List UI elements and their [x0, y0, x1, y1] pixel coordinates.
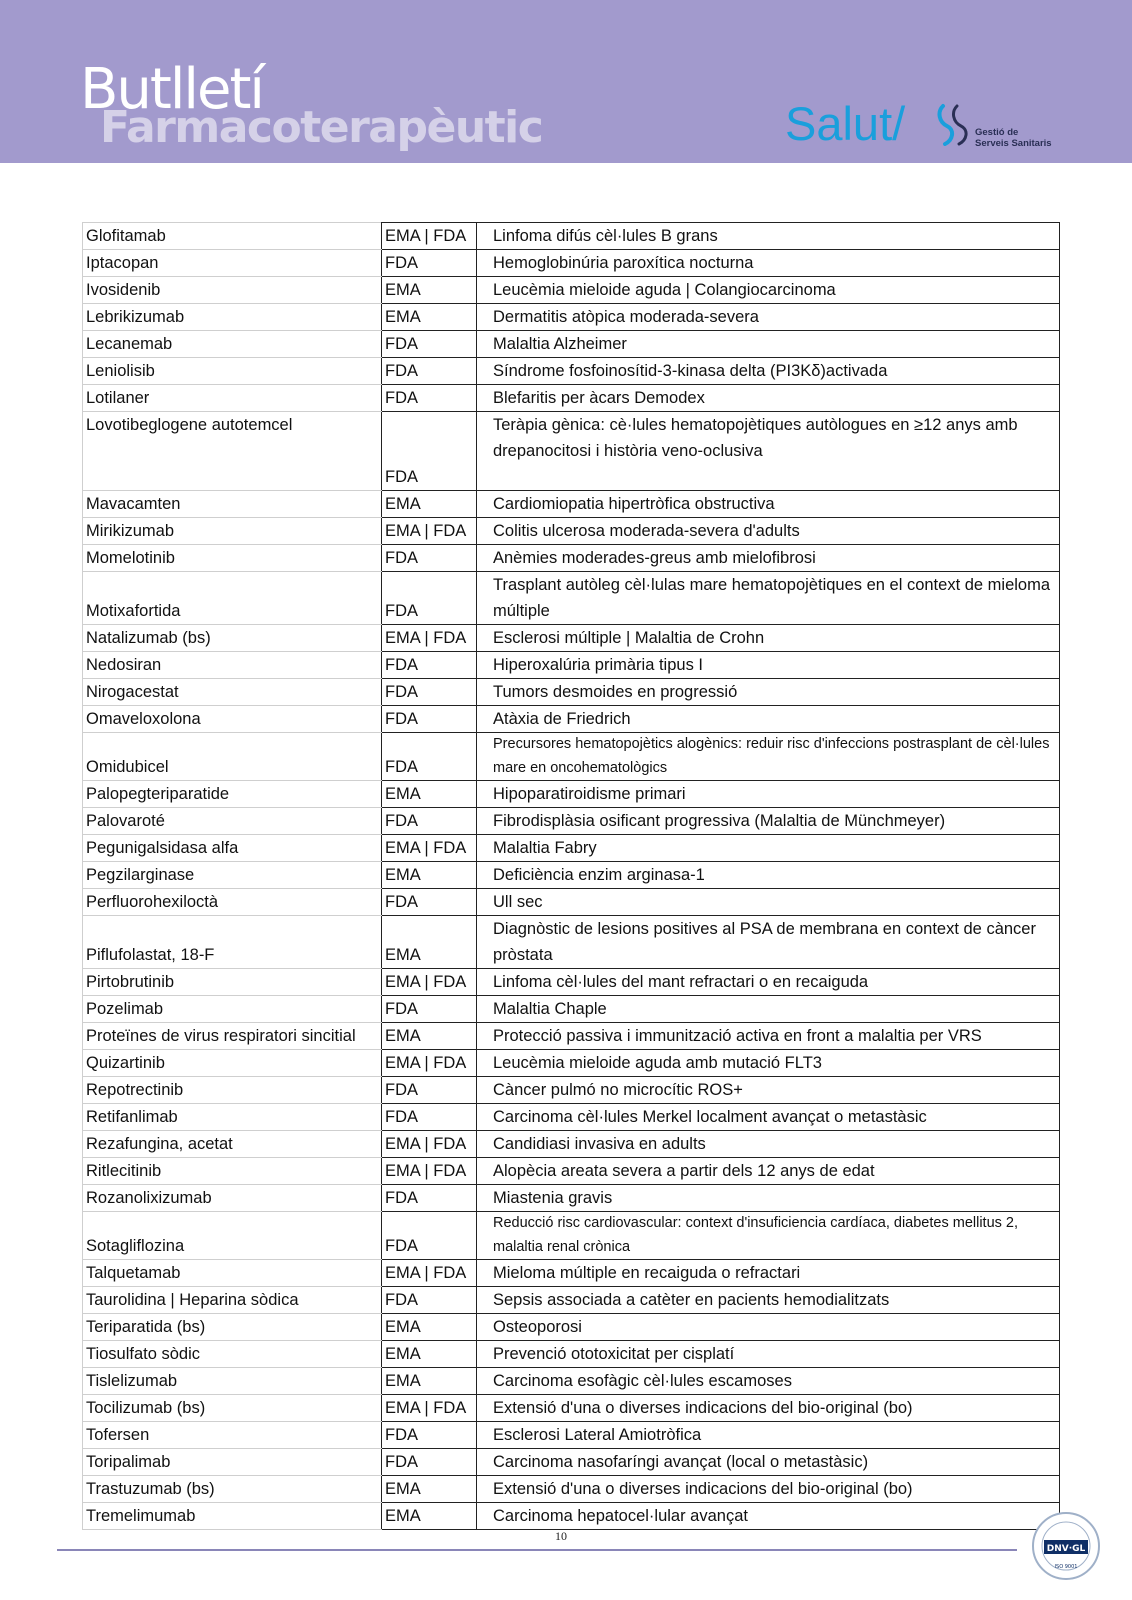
drug-name-cell: Taurolidina | Heparina sòdica: [83, 1287, 382, 1314]
indication-cell: Linfoma cèl·lules del mant refractari o en recaiguda: [477, 969, 1060, 996]
indication-cell: Fibrodisplàsia osificant progressiva (Malaltia de Münchmeyer): [477, 808, 1060, 835]
drug-name-cell: Motixafortida: [83, 572, 382, 625]
table-row: [83, 412, 1060, 491]
certification-seal-icon: [1030, 1510, 1102, 1582]
agency-cell: FDA: [382, 1287, 477, 1314]
table-row: [83, 1422, 1060, 1449]
seal-text: DNV·GL: [1046, 1544, 1086, 1554]
table-row: [83, 250, 1060, 277]
drug-name-cell: Pirtobrutinib: [83, 969, 382, 996]
indication-cell: Linfoma difús cèl·lules B grans: [477, 223, 1060, 250]
salut-logo-icon: [935, 102, 975, 146]
agency-cell: EMA | FDA: [382, 625, 477, 652]
indication-cell: Esclerosi múltiple | Malaltia de Crohn: [477, 625, 1060, 652]
table-row: [83, 1503, 1060, 1530]
indication-cell: Leucèmia mieloide aguda amb mutació FLT3: [477, 1050, 1060, 1077]
indication-cell: Malaltia Alzheimer: [477, 331, 1060, 358]
indication-cell: Dermatitis atòpica moderada-severa: [477, 304, 1060, 331]
drug-name-cell: Retifanlimab: [83, 1104, 382, 1131]
drug-name-cell: Natalizumab (bs): [83, 625, 382, 652]
indication-cell: Carcinoma hepatocel·lular avançat: [477, 1503, 1060, 1530]
drug-name-cell: Mavacamten: [83, 491, 382, 518]
org-name: [975, 128, 1052, 150]
drug-name-cell: Pegunigalsidasa alfa: [83, 835, 382, 862]
agency-cell: FDA: [382, 1077, 477, 1104]
drug-name-cell: Lovotibeglogene autotemcel: [83, 412, 382, 491]
table-row: [83, 889, 1060, 916]
agency-cell: FDA: [382, 358, 477, 385]
table-row: [83, 1395, 1060, 1422]
page-number: 10: [555, 1529, 567, 1543]
table-row: [83, 1104, 1060, 1131]
table-row: [83, 1158, 1060, 1185]
agency-cell: EMA: [382, 1476, 477, 1503]
footer-rule: [57, 1549, 1017, 1551]
agency-cell: EMA: [382, 862, 477, 889]
drug-name-cell: Tocilizumab (bs): [83, 1395, 382, 1422]
table-row: [83, 625, 1060, 652]
indication-cell: Sepsis associada a catèter en pacients hemodialitzats: [477, 1287, 1060, 1314]
drug-name-cell: Mirikizumab: [83, 518, 382, 545]
indication-cell: Esclerosi Lateral Amiotròfica: [477, 1422, 1060, 1449]
table-row: [83, 545, 1060, 572]
agency-cell: EMA | FDA: [382, 518, 477, 545]
drug-name-cell: Lotilaner: [83, 385, 382, 412]
table-row: [83, 835, 1060, 862]
drug-name-cell: Lecanemab: [83, 331, 382, 358]
table-row: [83, 996, 1060, 1023]
indication-cell: Alopècia areata severa a partir dels 12 anys de edat: [477, 1158, 1060, 1185]
agency-cell: EMA | FDA: [382, 1131, 477, 1158]
table-row: [83, 1212, 1060, 1260]
indication-cell: Carcinoma esofàgic cèl·lules escamoses: [477, 1368, 1060, 1395]
indication-cell: Reducció risc cardiovascular: context d'insuficiencia cardíaca, diabetes mellitus 2, malaltia renal crònica: [477, 1212, 1060, 1260]
indication-cell: Cardiomiopatia hipertròfica obstructiva: [477, 491, 1060, 518]
table-row: [83, 491, 1060, 518]
drug-name-cell: Piflufolastat, 18-F: [83, 916, 382, 969]
table-row: [83, 1050, 1060, 1077]
table-row: [83, 808, 1060, 835]
agency-cell: FDA: [382, 412, 477, 491]
table-row: [83, 1476, 1060, 1503]
drug-name-cell: Teriparatida (bs): [83, 1314, 382, 1341]
indication-cell: Deficiència enzim arginasa-1: [477, 862, 1060, 889]
table-row: [83, 1260, 1060, 1287]
indication-cell: Extensió d'una o diverses indicacions del bio-original (bo): [477, 1476, 1060, 1503]
drug-name-cell: Lebrikizumab: [83, 304, 382, 331]
drug-name-cell: Tislelizumab: [83, 1368, 382, 1395]
indication-cell: Prevenció ototoxicitat per cisplatí: [477, 1341, 1060, 1368]
indication-cell: Malaltia Chaple: [477, 996, 1060, 1023]
agency-cell: EMA: [382, 277, 477, 304]
agency-cell: EMA | FDA: [382, 1050, 477, 1077]
drug-name-cell: Pegzilarginase: [83, 862, 382, 889]
indication-cell: Colitis ulcerosa moderada-severa d'adults: [477, 518, 1060, 545]
drug-name-cell: Glofitamab: [83, 223, 382, 250]
indication-cell: Protecció passiva i immunització activa en front a malaltia per VRS: [477, 1023, 1060, 1050]
drug-name-cell: Ivosidenib: [83, 277, 382, 304]
indication-cell: Extensió d'una o diverses indicacions del bio-original (bo): [477, 1395, 1060, 1422]
indication-cell: Carcinoma nasofaríngi avançat (local o metastàsic): [477, 1449, 1060, 1476]
table-row: [83, 277, 1060, 304]
drug-name-cell: Omaveloxolona: [83, 706, 382, 733]
agency-cell: EMA: [382, 304, 477, 331]
indication-cell: Tumors desmoides en progressió: [477, 679, 1060, 706]
drug-name-cell: Nirogacestat: [83, 679, 382, 706]
agency-cell: EMA | FDA: [382, 223, 477, 250]
table-row: [83, 385, 1060, 412]
org-line-1: Gestió de: [975, 127, 1019, 138]
drug-name-cell: Proteïnes de virus respiratori sincitial: [83, 1023, 382, 1050]
drug-name-cell: Trastuzumab (bs): [83, 1476, 382, 1503]
indication-cell: Anèmies moderades-greus amb mielofibrosi: [477, 545, 1060, 572]
table-row: [83, 304, 1060, 331]
agency-cell: EMA | FDA: [382, 835, 477, 862]
table-row: [83, 969, 1060, 996]
drug-name-cell: Rozanolixizumab: [83, 1185, 382, 1212]
indication-cell: Candidiasi invasiva en adults: [477, 1131, 1060, 1158]
table-row: [83, 1131, 1060, 1158]
drug-name-cell: Toripalimab: [83, 1449, 382, 1476]
bulletin-title: Butlletí: [80, 57, 263, 122]
drug-name-cell: Ritlecitinib: [83, 1158, 382, 1185]
agency-cell: FDA: [382, 889, 477, 916]
drug-name-cell: Tiosulfato sòdic: [83, 1341, 382, 1368]
agency-cell: FDA: [382, 706, 477, 733]
drug-name-cell: Tremelimumab: [83, 1503, 382, 1530]
agency-cell: EMA: [382, 781, 477, 808]
table-row: [83, 652, 1060, 679]
drug-name-cell: Palopegteriparatide: [83, 781, 382, 808]
bulletin-subtitle: Farmacoterapèutic: [100, 102, 543, 153]
agency-cell: FDA: [382, 652, 477, 679]
table-row: [83, 706, 1060, 733]
agency-cell: FDA: [382, 1104, 477, 1131]
table-row: [83, 331, 1060, 358]
agency-cell: FDA: [382, 331, 477, 358]
indication-cell: Mieloma múltiple en recaiguda o refractari: [477, 1260, 1060, 1287]
agency-cell: EMA | FDA: [382, 1395, 477, 1422]
table-row: [83, 916, 1060, 969]
drug-name-cell: Palovaroté: [83, 808, 382, 835]
drug-name-cell: Rezafungina, acetat: [83, 1131, 382, 1158]
drug-name-cell: Nedosiran: [83, 652, 382, 679]
table-row: [83, 679, 1060, 706]
agency-cell: FDA: [382, 545, 477, 572]
indication-cell: Hemoglobinúria paroxítica nocturna: [477, 250, 1060, 277]
agency-cell: FDA: [382, 250, 477, 277]
salut-logo-text: Salut/: [785, 97, 906, 150]
drug-name-cell: Perfluorohexiloctà: [83, 889, 382, 916]
indication-cell: Blefaritis per àcars Demodex: [477, 385, 1060, 412]
table-row: [83, 862, 1060, 889]
agency-cell: EMA | FDA: [382, 1260, 477, 1287]
header-band: [0, 0, 1132, 163]
indication-cell: Atàxia de Friedrich: [477, 706, 1060, 733]
agency-cell: FDA: [382, 1212, 477, 1260]
indication-cell: Trasplant autòleg cèl·lulas mare hematopojètiques en el context de mieloma múltiple: [477, 572, 1060, 625]
indication-cell: Leucèmia mieloide aguda | Colangiocarcinoma: [477, 277, 1060, 304]
table-row: [83, 572, 1060, 625]
indication-cell: Ull sec: [477, 889, 1060, 916]
drug-name-cell: Momelotinib: [83, 545, 382, 572]
indication-cell: Càncer pulmó no microcític ROS+: [477, 1077, 1060, 1104]
drug-name-cell: Pozelimab: [83, 996, 382, 1023]
indication-cell: Diagnòstic de lesions positives al PSA de membrana en context de càncer pròstata: [477, 916, 1060, 969]
drug-name-cell: Quizartinib: [83, 1050, 382, 1077]
indication-cell: Malaltia Fabry: [477, 835, 1060, 862]
table-row: [83, 1287, 1060, 1314]
agency-cell: EMA: [382, 1341, 477, 1368]
agency-cell: FDA: [382, 733, 477, 781]
drug-name-cell: Tofersen: [83, 1422, 382, 1449]
table-row: [83, 223, 1060, 250]
table-row: [83, 733, 1060, 781]
drug-name-cell: Leniolisib: [83, 358, 382, 385]
table-row: [83, 1449, 1060, 1476]
agency-cell: FDA: [382, 808, 477, 835]
agency-cell: FDA: [382, 385, 477, 412]
agency-cell: FDA: [382, 1422, 477, 1449]
approvals-table: [82, 222, 1060, 1530]
indication-cell: Teràpia gènica: cè·lules hematopojètiques autòlogues en ≥12 anys amb drepanocitosi i història veno-oclusiva: [477, 412, 1060, 491]
indication-cell: Hipoparatiroidisme primari: [477, 781, 1060, 808]
table-row: [83, 1023, 1060, 1050]
table-row: [83, 518, 1060, 545]
indication-cell: Carcinoma cèl·lules Merkel localment avançat o metastàsic: [477, 1104, 1060, 1131]
drug-name-cell: Iptacopan: [83, 250, 382, 277]
table-row: [83, 1314, 1060, 1341]
agency-cell: EMA | FDA: [382, 969, 477, 996]
agency-cell: FDA: [382, 1449, 477, 1476]
table-row: [83, 1077, 1060, 1104]
drug-name-cell: Repotrectinib: [83, 1077, 382, 1104]
indication-cell: Síndrome fosfoinosítid-3-kinasa delta (PI3Kδ)activada: [477, 358, 1060, 385]
drug-name-cell: Talquetamab: [83, 1260, 382, 1287]
org-line-2: Serveis Sanitaris: [975, 137, 1052, 149]
agency-cell: EMA: [382, 1314, 477, 1341]
agency-cell: EMA: [382, 1023, 477, 1050]
table-row: [83, 358, 1060, 385]
agency-cell: EMA: [382, 491, 477, 518]
agency-cell: FDA: [382, 996, 477, 1023]
indication-cell: Hiperoxalúria primària tipus I: [477, 652, 1060, 679]
table-row: [83, 1341, 1060, 1368]
drug-name-cell: Sotagliflozina: [83, 1212, 382, 1260]
indication-cell: Miastenia gravis: [477, 1185, 1060, 1212]
indication-cell: Precursores hematopojètics alogènics: reduir risc d'infeccions postrasplant de cèl·lules mare en oncohematològics: [477, 733, 1060, 781]
agency-cell: FDA: [382, 679, 477, 706]
table-row: [83, 1368, 1060, 1395]
agency-cell: EMA: [382, 1368, 477, 1395]
agency-cell: EMA | FDA: [382, 1158, 477, 1185]
drug-name-cell: Omidubicel: [83, 733, 382, 781]
indication-cell: Osteoporosi: [477, 1314, 1060, 1341]
agency-cell: FDA: [382, 1185, 477, 1212]
agency-cell: FDA: [382, 572, 477, 625]
table-row: [83, 781, 1060, 808]
seal-subtext: ISO 9001: [1054, 1564, 1078, 1570]
agency-cell: EMA: [382, 916, 477, 969]
agency-cell: EMA: [382, 1503, 477, 1530]
table-row: [83, 1185, 1060, 1212]
